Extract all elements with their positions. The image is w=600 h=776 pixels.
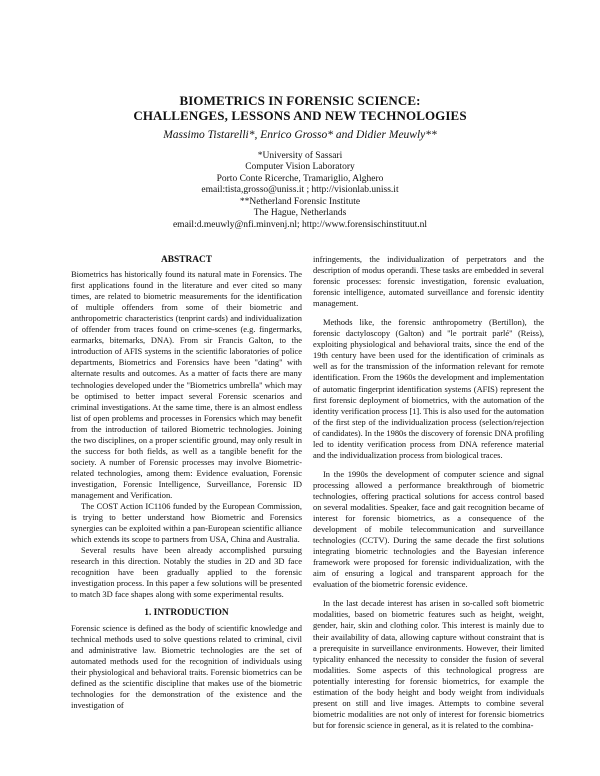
affiliation-nfi (60, 197, 540, 231)
affiliation-line: email:tista,grosso@uniss.it ; http://visionlab.uniss.it (201, 184, 399, 195)
author-list: Massimo Tistarelli*, Enrico Grosso* and Didier Meuwly** (163, 129, 437, 141)
abstract-paragraph: The COST Action IC1106 funded by the European Commission, is trying to better understand how Biometric and Forensics synergies can be exploited within a pan-European scientific alliance which extends its scope to partners from USA, China and Australia. (71, 501, 302, 545)
title-line-2: CHALLENGES, LESSONS AND NEW TECHNOLOGIES (133, 108, 467, 123)
body-paragraph: In the last decade interest has arisen in so-called soft biometric modalities, based on biometric features such as height, weight, gender, hair, skin and clothing color. This interest is mainly due to their availability of data, allowing capture without constraint that is a prerequisite in surveillance environments. However, their limited typicality enhanced the necessity to consider the fusion of several modalities. Some aspects of this technological progress are potentially interesting for forensic biometrics, for example the estimation of the body height and body weight from individuals present on still and live images. Attempts to combine several biometric modalities are not only of interest for forensic biometrics but for forensic science in general, as it is related to the combina- (313, 598, 544, 730)
paper-title (60, 93, 540, 123)
body-paragraph: infringements, the individualization of perpetrators and the description of modus operandi. These tasks are embedded in several forensic processes: forensic investigation, forensic evaluation, forensic intelligence, automated surveillance and forensic identity management. (313, 254, 544, 309)
left-column (71, 255, 302, 711)
affiliation-line: **Netherland Forensic Institute (239, 197, 361, 207)
abstract-paragraph: Several results have been already accomplished pursuing research in this direction. Notably the studies in 2D and 3D face recognition have been gradually applied to the forensic investigation process. In this paper a few solutions will be presented to match 3D face shapes along with some experimental results. (71, 545, 302, 600)
body-paragraph: In the 1990s the development of computer science and signal processing allowed a performance breakthrough of biometric technologies, offering practical solutions for access control based on several modalities. Speaker, face and gait recognition became of interest for forensic biometrics, as a consequence of the development of mobile telecommunication and surveillance technologies (CCTV). During the same decade the first solutions integrating biometric technologies and the Bayesian inference framework were proposed for forensic individualization, with the aim of ensuring a logical and transparent approach for the evaluation of the biometric forensic evidence. (313, 468, 544, 590)
right-column (313, 254, 544, 731)
abstract-paragraph: Biometrics has historically found its natural mate in Forensics. The first applications found in the literature and ever cited so many times, are related to biometric measurements for the identification of multiple offenders from some of their biometric and anthropometric characteristics (tenprint cards) and individualization of offender from traces found on crime-scenes (e.g. fingermarks, earmarks, bitemarks, DNA). From sir Francis Galton, to the introduction of AFIS systems in the scientific laboratories of police departments, Biometrics and Forensics have been "dating" with alternate results and outcomes. As a matter of facts there are many technologies developed under the "Biometrics umbrella" which may be optimised to better impact several Forensic scenarios and criminal investigations. At the same time, there is an almost endless list of open problems and processes in Forensics which may benefit from the introduction of tailored Biometric technologies. Joining the two disciplines, on a proper scientific ground, may only result in the success for both fields, as well as a tangible benefit for the society. A number of Forensic processes may involve Biometric-related technologies, among them: Evidence evaluation, Forensic investigation, Forensic Intelligence, Surveillance, Forensic ID management and Verification. (71, 269, 302, 500)
body-paragraph: Forensic science is defined as the body of scientific knowledge and technical methods used to solve questions related to criminal, civil and administrative law. Biometric technologies are the set of automated methods used for the recognition of individuals using their physiological and behavioral traits. Forensic biometrics can be defined as the scientific discipline that makes use of the biometric technologies for the demonstration of the existence and the investigation of (71, 622, 302, 710)
affiliation-line: The Hague, Netherlands (253, 208, 347, 219)
affiliation-line: *University of Sassari (257, 151, 343, 161)
introduction-heading: 1. INTRODUCTION (144, 608, 229, 619)
affiliation-line: email:d.meuwly@nfi.minvenj.nl; http://www.forensischinstituut.nl (172, 219, 428, 230)
affiliation-line: Porto Conte Ricerche, Tramariglio, Alghero (216, 173, 384, 184)
body-paragraph: Methods like, the forensic anthropometry (Bertillon), the forensic dactyloscopy (Galton) and "le portrait parlé" (Reiss), exploiting physiological and behavioral traits, since the end of the 19th century have been used for the identification of criminals as well as for the transmission of the information relevant for remote identification. From the 1960s the development and implementation of automatic fingerprint identification systems (AFIS) represent the first forensic deployment of biometrics, with the automation of the identity verification process [1]. This is also used for the automation of the first step of the individualization process (selection/rejection of candidates). In the 1980s the discovery of forensic DNA profiling led to identity verification process from DNA reference material and the individualization process from biological traces. (313, 317, 544, 460)
affiliation-line: Computer Vision Laboratory (245, 162, 355, 173)
title-line-1: BIOMETRICS IN FORENSIC SCIENCE: (179, 93, 421, 108)
abstract-heading: ABSTRACT (160, 255, 213, 265)
affiliation-sassari (60, 151, 540, 196)
